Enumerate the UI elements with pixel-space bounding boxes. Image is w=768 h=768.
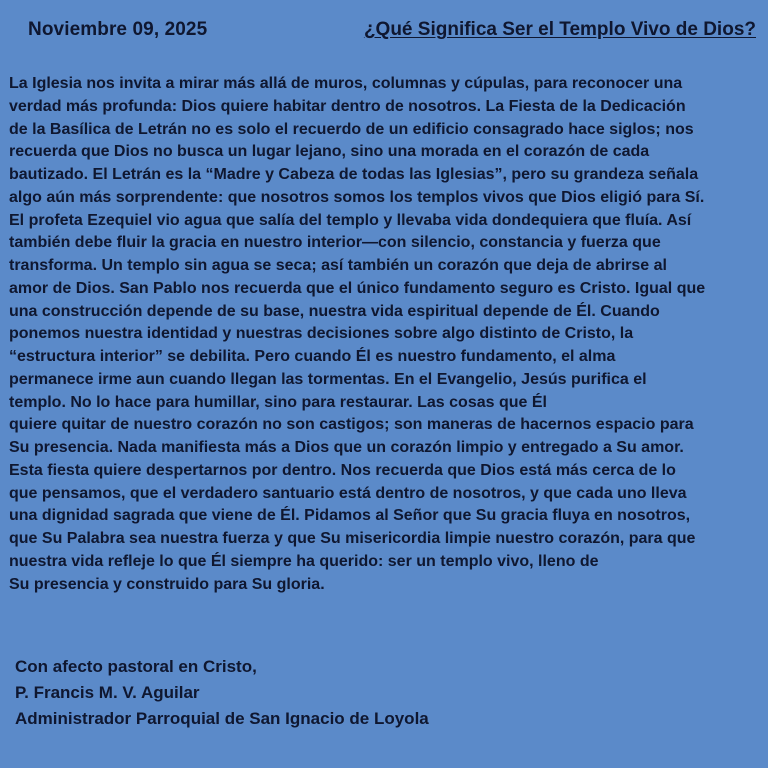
reflection-body: [9, 73, 761, 596]
signature-name: P. Francis M. V. Aguilar: [15, 683, 200, 702]
body-line: La Iglesia nos invita a mirar más allá de muros, columnas y cúpulas, para reconocer una: [9, 75, 683, 92]
body-line: una construcción depende de su base, nuestra vida espiritual depende de Él. Cuando: [9, 302, 660, 320]
body-line: “estructura interior” se debilita. Pero cuando Él es nuestro fundamento, el alma: [9, 348, 616, 365]
body-line: Su presencia. Nada manifiesta más a Dios que un corazón limpio y entregado a Su amor.: [9, 439, 684, 456]
body-line: Su presencia y construido para Su gloria.: [9, 575, 325, 593]
body-line: bautizado. El Letrán es la “Madre y Cabeza de todas las Iglesias”, pero su grandeza señala: [9, 166, 699, 183]
body-line: algo aún más sorprendente: que nosotros somos los templos vivos que Dios eligió para Sí.: [9, 188, 705, 206]
signature-role: Administrador Parroquial de San Ignacio de Loyola: [15, 709, 429, 728]
body-line: Esta fiesta quiere despertarnos por dentro. Nos recuerda que Dios está más cerca de lo: [9, 461, 676, 479]
body-line: amor de Dios. San Pablo nos recuerda que el único fundamento seguro es Cristo. Igual que: [9, 279, 706, 297]
body-line: que Su Palabra sea nuestra fuerza y que Su misericordia limpie nuestro corazón, para que: [9, 530, 696, 547]
body-line: ponemos nuestra identidad y nuestras decisiones sobre algo distinto de Cristo, la: [9, 325, 634, 343]
signature-closing: Con afecto pastoral en Cristo,: [15, 657, 257, 676]
body-line: nuestra vida refleje lo que Él siempre ha querido: ser un templo vivo, lleno de: [9, 552, 599, 570]
body-line: una dignidad sagrada que viene de Él. Pidamos al Señor que Su gracia fluya en nosotros,: [9, 507, 691, 525]
date: Noviembre 09, 2025: [28, 19, 208, 40]
body-line: de la Basílica de Letrán no es solo el recuerdo de un edificio consagrado hace siglos; nos: [9, 120, 694, 138]
body-line: que pensamos, que el verdadero santuario está dentro de nosotros, y que cada uno lleva: [9, 484, 687, 502]
body-line: transforma. Un templo sin agua se seca; así también un corazón que deja de abrirse al: [9, 257, 667, 274]
body-line: recuerda que Dios no busca un lugar lejano, sino una morada en el corazón de cada: [9, 143, 650, 161]
body-line: verdad más profunda: Dios quiere habitar dentro de nosotros. La Fiesta de la Dedicación: [9, 97, 686, 115]
body-line: también debe fluir la gracia en nuestro interior—con silencio, constancia y fuerza que: [9, 234, 661, 252]
body-line: quiere quitar de nuestro corazón no son castigos; son maneras de hacernos espacio para: [9, 416, 694, 434]
body-line: El profeta Ezequiel vio agua que salía del templo y llevaba vida dondequiera que fluía. Así: [9, 211, 692, 229]
signature-block: [15, 654, 429, 732]
body-line: permanece irme aun cuando llegan las tormentas. En el Evangelio, Jesús purifica el: [9, 370, 647, 388]
header: [28, 18, 756, 42]
body-line: templo. No lo hace para humillar, sino para restaurar. Las cosas que Él: [9, 393, 547, 411]
page-title: ¿Qué Significa Ser el Templo Vivo de Dios?: [363, 19, 756, 40]
